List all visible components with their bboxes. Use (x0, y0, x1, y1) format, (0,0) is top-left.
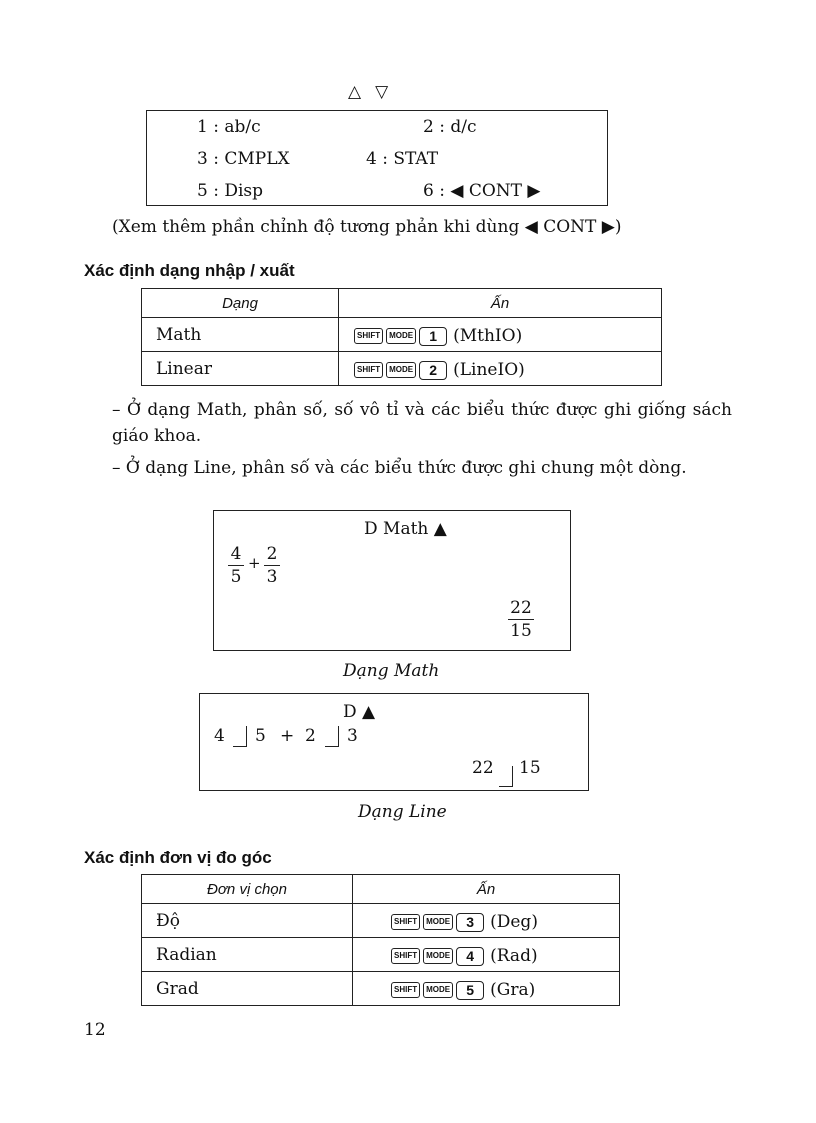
shift-key-icon: SHIFT (391, 948, 420, 964)
key-sequence-cell (339, 318, 662, 352)
table-header-press: Ấn (353, 875, 620, 904)
io-mode-math: Math (142, 318, 339, 352)
shift-key-icon: SHIFT (391, 914, 420, 930)
key-sequence-cell (353, 904, 620, 938)
io-mode-table (141, 288, 662, 386)
math-indicator: D Math ▲ (364, 519, 447, 539)
line-result-a: 22 (472, 758, 494, 778)
mode-item-4: 4 : STAT (366, 149, 439, 169)
angle-unit-degree: Độ (142, 904, 353, 938)
table-header-press: Ấn (339, 289, 662, 318)
io-mode-linear: Linear (142, 352, 339, 386)
table-row (142, 352, 662, 386)
table-header-row (142, 875, 620, 904)
key-sequence-cell (353, 972, 620, 1006)
fraction-separator-icon (499, 766, 513, 787)
table-row (142, 904, 620, 938)
result-fraction (508, 597, 534, 642)
key-sequence-cell (353, 938, 620, 972)
number-key-icon: 1 (419, 327, 447, 346)
angle-section-heading: Xác định đơn vị đo góc (84, 848, 272, 867)
fraction-2-3 (264, 543, 280, 588)
up-triangle-icon: △ (348, 82, 376, 102)
key-result-label: (Rad) (490, 946, 538, 966)
io-section-heading: Xác định dạng nhập / xuất (84, 261, 295, 280)
line-screen-caption: Dạng Line (358, 802, 447, 822)
table-row (142, 972, 620, 1006)
shift-key-icon: SHIFT (391, 982, 420, 998)
line-number-a: 4 (214, 726, 225, 746)
paragraph-math-mode: – Ở dạng Math, phân số, số vô tỉ và các biểu thức được ghi giống sách giáo khoa. (112, 400, 732, 446)
fraction-4-5 (228, 543, 244, 588)
mode-item-5: 5 : Disp (197, 181, 264, 201)
fraction-denominator: 3 (266, 567, 278, 587)
page-number: 12 (84, 1020, 106, 1040)
mode-item-2: 2 : d/c (423, 117, 477, 137)
mode-key-icon: MODE (386, 362, 416, 378)
fraction-denominator: 15 (510, 621, 532, 641)
nav-arrows (348, 82, 402, 102)
key-result-label: (Gra) (490, 980, 536, 1000)
number-key-icon: 3 (456, 913, 484, 932)
fraction-numerator: 2 (266, 544, 278, 564)
table-header-row (142, 289, 662, 318)
line-indicator: D ▲ (343, 702, 376, 722)
mode-key-icon: MODE (423, 914, 453, 930)
plus-sign: + (248, 554, 261, 572)
line-result-b: 15 (519, 758, 541, 778)
fraction-denominator: 5 (230, 567, 242, 587)
mode-item-6: 6 : ◀ CONT ▶ (423, 181, 541, 201)
key-result-label: (MthIO) (453, 326, 523, 346)
math-display-screen (213, 510, 571, 651)
mode-item-3: 3 : CMPLX (197, 149, 290, 169)
number-key-icon: 5 (456, 981, 484, 1000)
math-screen-caption: Dạng Math (343, 661, 440, 681)
fraction-separator-icon (233, 726, 247, 747)
line-number-c: 2 (305, 726, 316, 746)
key-result-label: (LineIO) (453, 360, 525, 380)
fraction-numerator: 22 (510, 598, 532, 618)
table-header-mode: Dạng (142, 289, 339, 318)
angle-unit-radian: Radian (142, 938, 353, 972)
line-plus: + (280, 726, 295, 746)
mode-key-icon: MODE (423, 948, 453, 964)
mode-menu-box (146, 110, 608, 206)
mode-item-1: 1 : ab/c (197, 117, 261, 137)
angle-unit-grad: Grad (142, 972, 353, 1006)
shift-key-icon: SHIFT (354, 362, 383, 378)
line-display-screen (199, 693, 589, 791)
table-row (142, 938, 620, 972)
fraction-numerator: 4 (230, 544, 242, 564)
paragraph-line-mode: – Ở dạng Line, phân số và các biểu thức được ghi chung một dòng. (112, 458, 687, 478)
key-sequence-cell (339, 352, 662, 386)
shift-key-icon: SHIFT (354, 328, 383, 344)
angle-unit-table (141, 874, 620, 1006)
line-number-b: 5 (255, 726, 266, 746)
number-key-icon: 4 (456, 947, 484, 966)
table-row (142, 318, 662, 352)
line-number-d: 3 (347, 726, 358, 746)
mode-key-icon: MODE (386, 328, 416, 344)
key-result-label: (Deg) (490, 912, 538, 932)
fraction-separator-icon (325, 726, 339, 747)
number-key-icon: 2 (419, 361, 447, 380)
down-triangle-icon: ▽ (375, 82, 403, 102)
mode-key-icon: MODE (423, 982, 453, 998)
contrast-note: (Xem thêm phần chỉnh độ tương phản khi dùng ◀ CONT ▶) (112, 217, 622, 237)
table-header-unit: Đơn vị chọn (142, 875, 353, 904)
